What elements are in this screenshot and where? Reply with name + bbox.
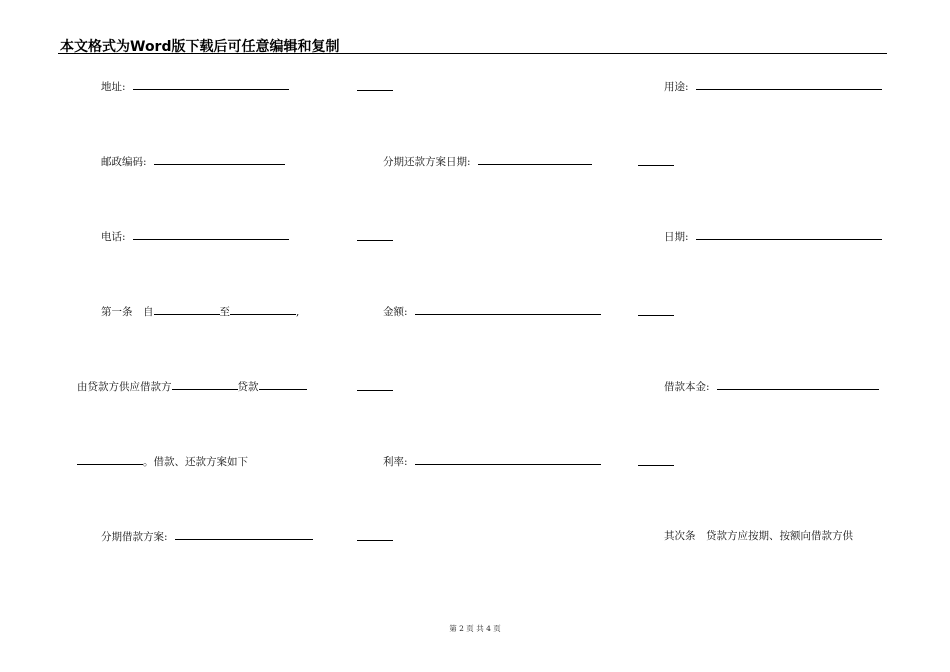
purpose-blank [696,79,882,90]
article1-from-blank [154,304,220,315]
plan-blank [77,454,143,465]
postcode-label: 邮政编码: [101,156,147,168]
address-label: 地址: [101,81,126,93]
purpose-field [664,79,882,94]
amount-field [383,304,601,319]
plan-line [77,454,248,469]
phone-label: 电话: [101,231,126,243]
article1-line [101,304,299,319]
row5-middle-blank [357,390,393,391]
article1-to: 至 [219,306,230,318]
lender-text: 由贷款方供应借款方 [77,381,172,393]
amount-label: 金额: [383,306,408,318]
principal-field [664,379,879,394]
installment-borrow-blank [175,529,313,540]
lender-line [77,379,307,394]
rate-blank [415,454,601,465]
principal-blank [717,379,879,390]
lender-blank [172,379,238,390]
row2-right-blank [638,165,674,166]
row3-middle-blank [357,240,393,241]
phone-field [101,229,289,244]
article1-comma: , [296,306,300,318]
date-label: 日期: [664,231,689,243]
row6-right-blank [638,465,674,466]
repay-date-field [383,154,592,169]
plan-text: 。借款、还款方案如下 [143,456,248,468]
date-field [664,229,882,244]
row1-middle-blank [357,90,393,91]
postcode-blank [154,154,285,165]
rate-field [383,454,601,469]
page-number: 第 2 页 共 4 页 [449,624,501,633]
purpose-label: 用途: [664,81,689,93]
repay-date-label: 分期还款方案日期: [383,156,471,168]
article1-start: 第一条 自 [101,306,154,318]
installment-borrow-label: 分期借款方案: [101,531,168,543]
amount-blank [415,304,601,315]
header-title: 本文格式为Word版下载后可任意编辑和复制 [60,39,340,55]
date-blank [696,229,882,240]
rate-label: 利率: [383,456,408,468]
article1-to-blank [230,304,296,315]
header-rule [58,53,887,54]
address-field [101,79,289,94]
row4-right-blank [638,315,674,316]
phone-blank [133,229,289,240]
loan-text: 贷款 [237,381,259,393]
article2-text: 其次条 贷款方应按期、按额向借款方供 [664,530,853,542]
installment-borrow-field [101,529,313,544]
row7-middle-blank [357,540,393,541]
address-blank [133,79,289,90]
principal-label: 借款本金: [664,381,710,393]
postcode-field [101,154,285,169]
repay-date-blank [478,154,592,165]
loan-blank [259,379,307,390]
